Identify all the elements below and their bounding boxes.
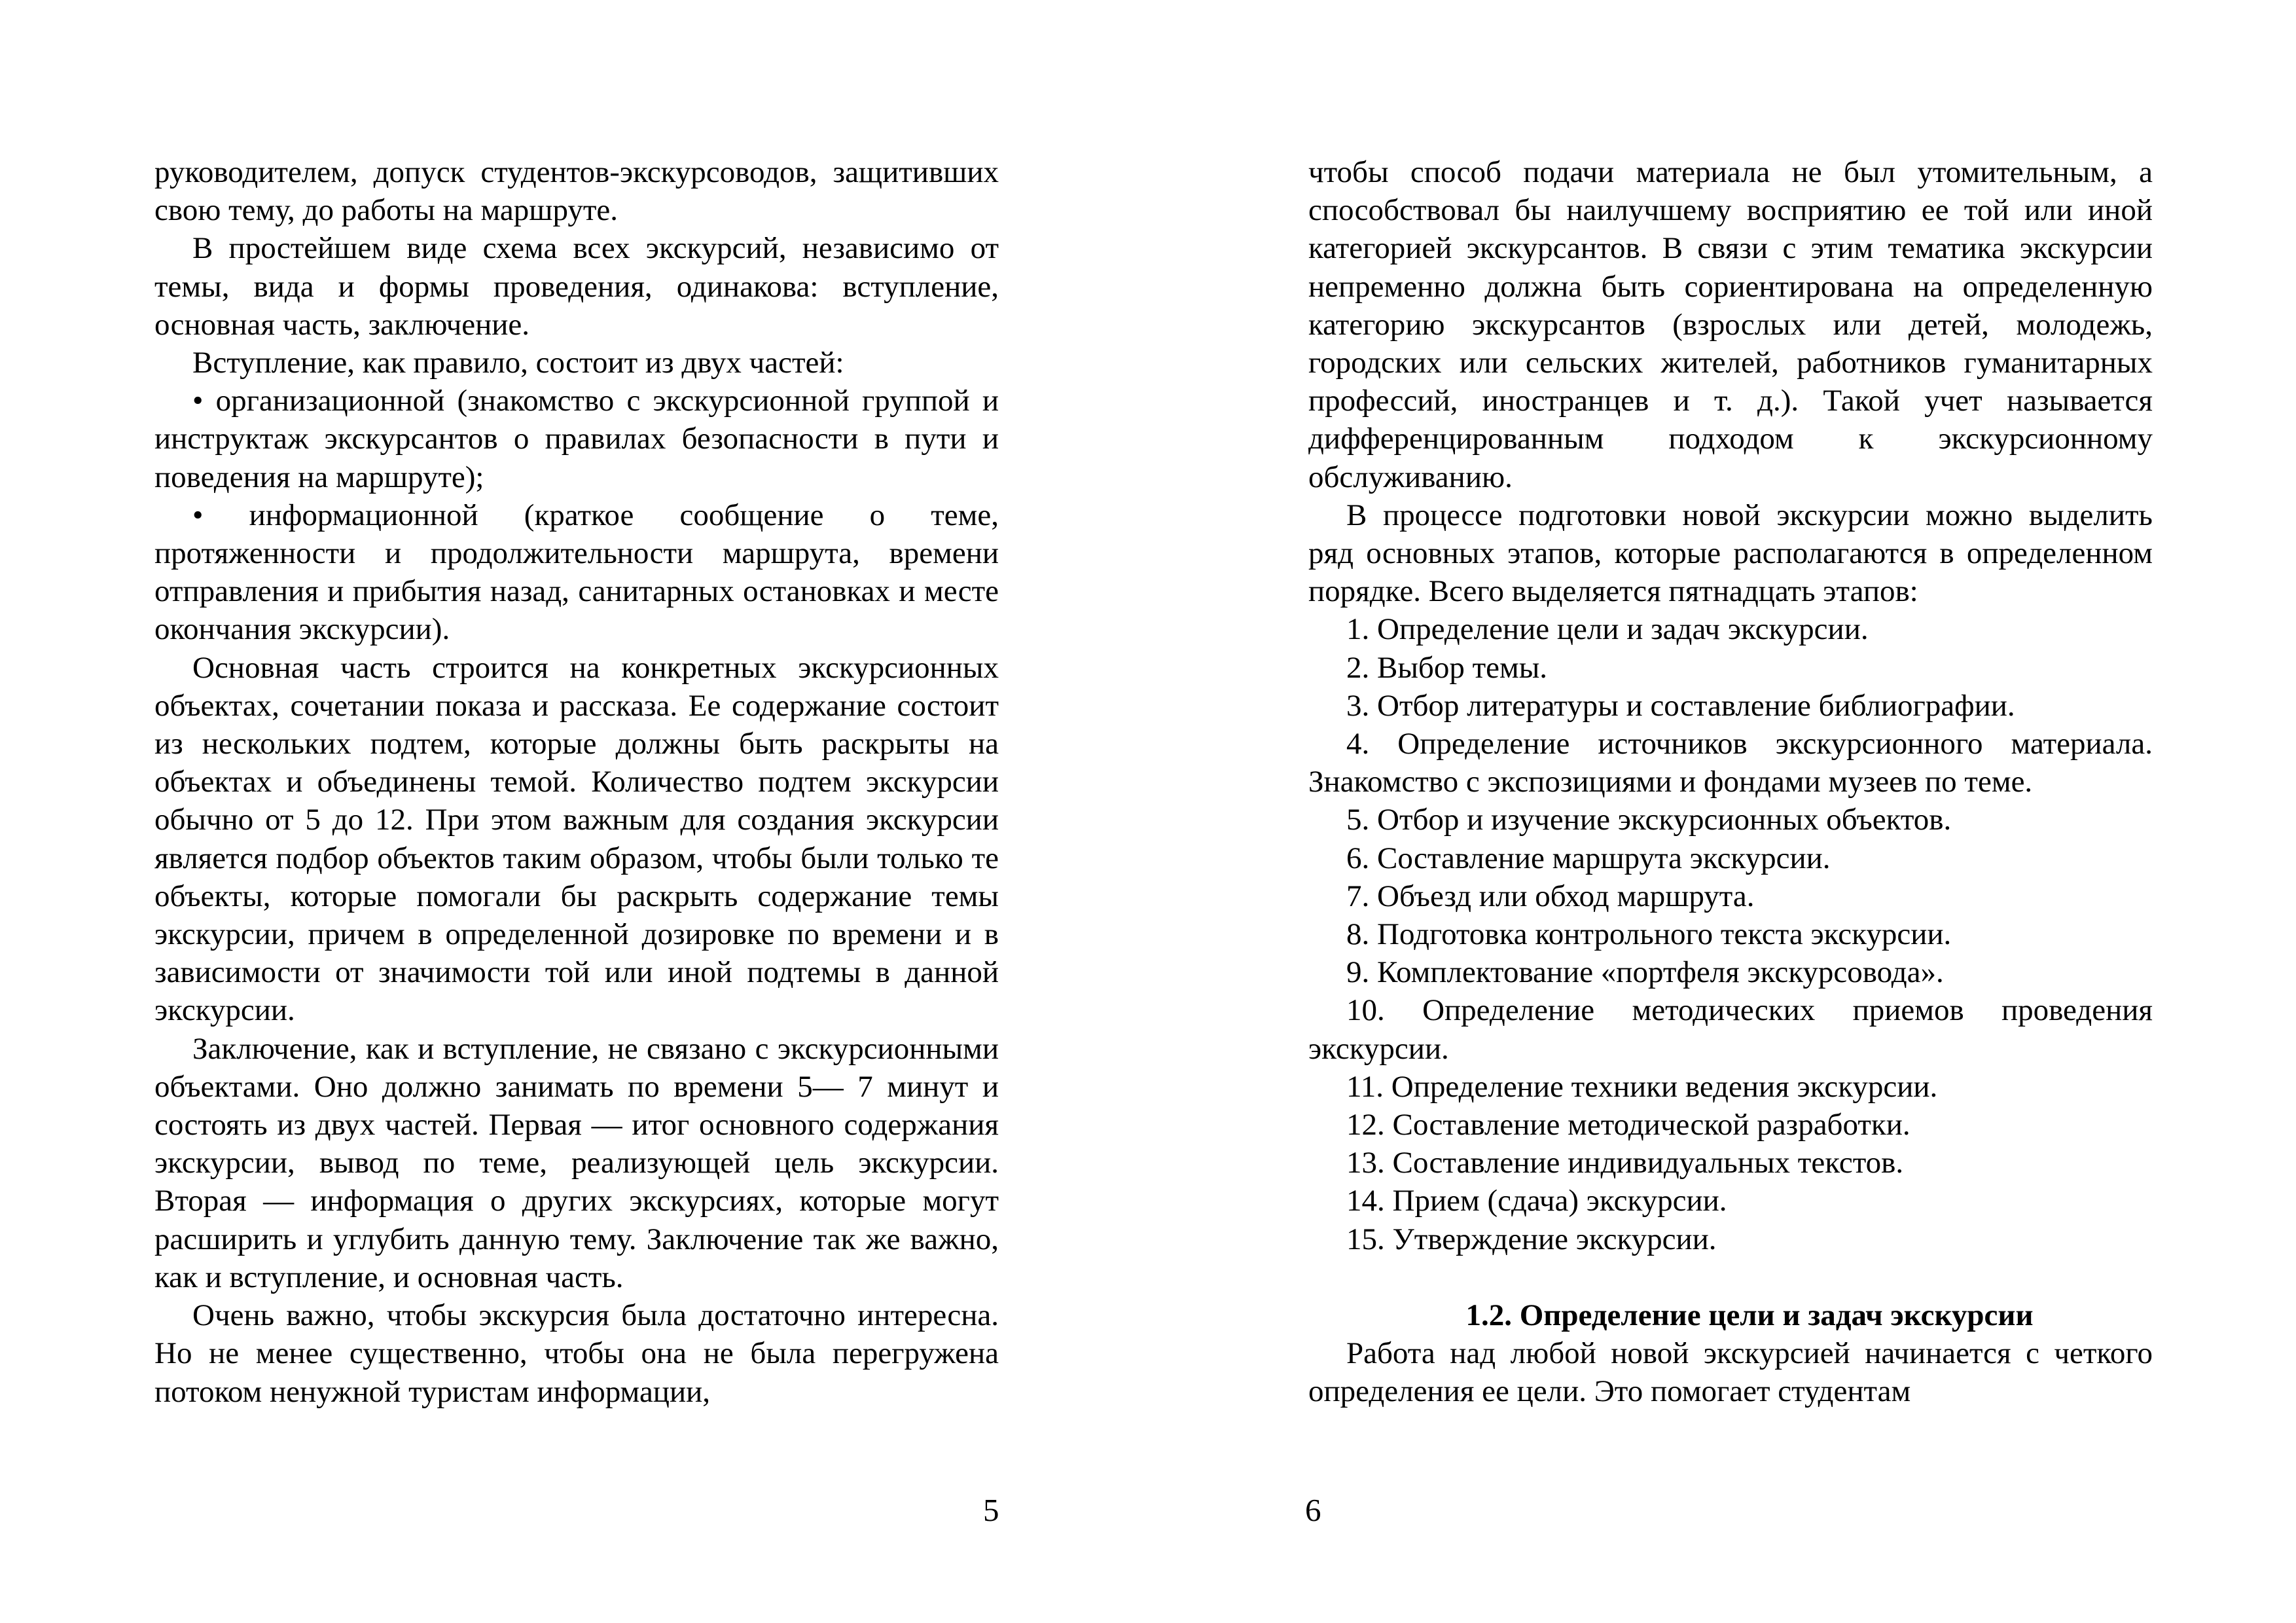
stage-item: 7. Объезд или обход маршрута.: [1346, 879, 1755, 913]
stage-item: 2. Выбор темы.: [1346, 650, 1548, 685]
paragraph-preparation-stages: В процессе подготовки новой экскурсии можно выделить ряд основных этапов, которые располагаются в определенном порядке. Всего выделяется пятнадцать этапов:: [1308, 498, 2153, 609]
paragraph-continuation: руководителем, допуск студентов-экскурсоводов, защитивших свою тему, до работы на маршруте.: [154, 155, 999, 228]
stage-item: 8. Подготовка контрольного текста экскурсии.: [1346, 917, 1952, 952]
list-item-organizational: • организационной (знакомство с экскурсионной группой и инструктаж экскурсантов о правилах безопасности в пути и поведения на маршруте);: [154, 384, 999, 494]
paragraph-interest: Очень важно, чтобы экскурсия была достаточно интересна. Но не менее существенно, чтобы она не была перегружена потоком ненужной туристам информации,: [154, 1298, 999, 1409]
page-number-right: 6: [1305, 1492, 1321, 1528]
stage-item: 5. Отбор и изучение экскурсионных объектов.: [1346, 803, 1952, 837]
paragraph-continuation: чтобы способ подачи материала не был утомительным, а способствовал бы наилучшему восприятию ее той или иной категорией экскурсантов. В связи с этим тематика экскурсии непременно должна быть сориентирована на определенную категорию экскурсантов (взрослых или детей, молодежь, городских или сельских жителей, работников гуманитарных профессий, иностранцев и т. д.). Такой учет называется дифференцированным подходом к экскурсионному обслуживанию.: [1308, 155, 2153, 494]
stage-item: 14. Прием (сдача) экскурсии.: [1346, 1184, 1727, 1218]
stage-item: 11. Определение техники ведения экскурсии.: [1346, 1069, 1938, 1104]
stage-item: 15. Утверждение экскурсии.: [1346, 1222, 1717, 1256]
stage-item: 1. Определение цели и задач экскурсии.: [1346, 612, 1869, 647]
left-page-text: [154, 153, 999, 1411]
stage-item: 6. Составление маршрута экскурсии.: [1346, 841, 1831, 875]
page-number-left: 5: [983, 1492, 999, 1528]
stage-item: 10. Определение методических приемов проведения экскурсии.: [1308, 993, 2153, 1066]
stage-item: 4. Определение источников экскурсионного материала. Знакомство с экспозициями и фондами музеев по теме.: [1308, 727, 2153, 799]
paragraph-excursion-scheme: В простейшем виде схема всех экскурсий, независимо от темы, вида и формы проведения, одинакова: вступление, основная часть, заключение.: [154, 231, 999, 342]
right-page: [1148, 0, 2296, 1623]
stage-item: 13. Составление индивидуальных текстов.: [1346, 1146, 1904, 1180]
stage-item: 12. Составление методической разработки.: [1346, 1108, 1910, 1142]
paragraph-main-part: Основная часть строится на конкретных экскурсионных объектах, сочетании показа и рассказа. Ее содержание состоит из нескольких подтем, которые должны быть раскрыты на объектах и объединены темой. Количество подтем экскурсии обычно от 5 до 12. При этом важным для создания экскурсии является подбор объектов таким образом, чтобы были только те объекты, которые помогали бы раскрыть содержание темы экскурсии, причем в определенной дозировке по времени и в зависимости от значимости той или иной подтемы в данной экскурсии.: [154, 650, 999, 1028]
right-page-text: [1308, 153, 2153, 1411]
stage-item: 3. Отбор литературы и составление библиографии.: [1346, 688, 2015, 723]
list-item-informational: • информационной (краткое сообщение о теме, протяженности и продолжительности маршрута, времени отправления и прибытия назад, санитарных остановках и месте окончания экскурсии).: [154, 498, 999, 647]
paragraph-introduction: Вступление, как правило, состоит из двух частей:: [192, 346, 844, 380]
stage-item: 9. Комплектование «портфеля экскурсовода».: [1346, 955, 1944, 990]
paragraph-goal-definition: Работа над любой новой экскурсией начинается с четкого определения ее цели. Это помогает студентам: [1308, 1336, 2153, 1409]
paragraph-conclusion: Заключение, как и вступление, не связано с экскурсионными объектами. Оно должно занимать по времени 5— 7 минут и состоять из двух частей. Первая — итог основного содержания экскурсии, вывод по теме, реализующей цель экскурсии. Вторая — информация о других экскурсиях, которые могут расширить и углубить данную тему. Заключение так же важно, как и вступление, и основная часть.: [154, 1031, 999, 1294]
section-heading: 1.2. Определение цели и задач экскурсии: [1465, 1298, 2034, 1332]
